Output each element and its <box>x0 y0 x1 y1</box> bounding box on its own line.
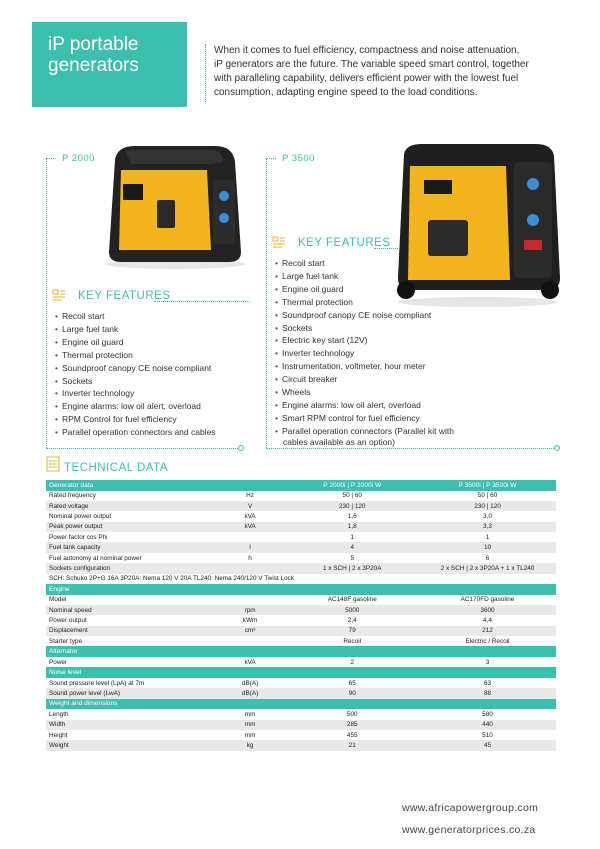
row-value-p3500: 3,0 <box>483 512 492 520</box>
p2000-frame-bottom <box>46 448 240 449</box>
list-item: • Sockets <box>55 375 216 388</box>
row-unit: kWm <box>242 616 258 624</box>
row-unit: Hz <box>246 492 254 500</box>
row-value-p3500: 88 <box>419 688 556 698</box>
row-label: Peak power output <box>46 522 215 532</box>
p2000-generator-image <box>95 140 255 272</box>
row-unit: dB(A) <box>241 679 259 687</box>
list-item: • Engine oil guard <box>55 336 216 349</box>
title-line-1: iP portable <box>48 34 139 55</box>
row-value-p2000: 285 <box>285 720 419 730</box>
header-cell: Generator data <box>46 480 215 491</box>
header-cell: P 2000i | P 2000i W <box>285 480 419 491</box>
table-row <box>46 532 556 542</box>
list-item: • Inverter technology <box>55 387 216 400</box>
table-row <box>46 730 556 740</box>
row-label: Height <box>49 731 68 739</box>
row-value-p2000: 230 | 120 <box>285 501 419 511</box>
row-unit <box>215 595 286 605</box>
p3500-frame-bottom <box>266 448 556 449</box>
row-unit <box>215 532 286 542</box>
intro-paragraph <box>214 44 574 100</box>
table-row <box>46 553 556 563</box>
section-title: Engine <box>46 584 556 595</box>
list-item: • Wheels <box>275 386 454 399</box>
list-item: • Engine alarms: low oil alert, overload <box>55 400 216 413</box>
section-title: Weight and dimensions <box>46 699 556 710</box>
row-value-p3500: 63 <box>483 679 492 687</box>
list-item: • Soundproof canopy CE noise compliant <box>55 362 216 375</box>
row-unit: l <box>215 542 286 552</box>
intro-line: consumption, adapting engine speed to the load conditions. <box>214 87 478 98</box>
row-label: Weight <box>46 740 215 750</box>
list-item: • Circuit breaker <box>275 373 454 386</box>
p2000-frame-top <box>46 158 56 159</box>
section-header-noise <box>46 667 556 678</box>
row-value-p2000: 5000 <box>285 605 419 615</box>
table-row <box>46 740 556 750</box>
header-cell <box>215 480 286 491</box>
table-header-row <box>46 480 556 491</box>
list-item: • Instrumentation, voltmeter, hour meter <box>275 360 454 373</box>
noise-rows <box>46 678 556 699</box>
engine-rows <box>46 595 556 647</box>
row-label: Width <box>46 720 215 730</box>
table-row <box>46 605 556 615</box>
row-value-p3500: 2 x SCH | 2 x 3P20A + 1 x TL240 <box>419 563 556 573</box>
section-title: Alternator <box>46 646 556 657</box>
row-label: Sound power level (LwA) <box>46 688 215 698</box>
row-value-p2000: 79 <box>285 626 419 636</box>
table-row <box>46 720 556 730</box>
row-unit: cm³ <box>215 626 286 636</box>
row-unit <box>215 636 286 646</box>
alternator-rows <box>46 657 556 667</box>
list-item: • Sockets <box>275 322 454 335</box>
row-unit: V <box>215 501 286 511</box>
p2000-frame-left <box>46 158 47 448</box>
row-label: Model <box>49 596 67 604</box>
header-cell: P 3500i | P 3500i W <box>419 480 556 491</box>
socket-note-row <box>46 574 556 584</box>
list-item: • RPM Control for fuel efficiency <box>55 413 216 426</box>
p2000-kf-underline <box>154 301 250 302</box>
key-features-icon <box>272 234 286 248</box>
p2000-frame-end-dot <box>238 445 244 451</box>
spec-table <box>46 480 556 751</box>
table-row <box>46 595 556 605</box>
row-value-p3500: 212 <box>419 626 556 636</box>
row-label: Sound pressure level (LpA) at 7m <box>49 679 145 687</box>
row-value-p2000: 2,4 <box>347 616 357 624</box>
p3500-key-features-title: KEY FEATURES <box>298 237 391 249</box>
row-value-p3500: 230 | 120 <box>419 501 556 511</box>
list-item: • Soundproof canopy CE noise compliant <box>275 309 454 322</box>
table-row <box>46 688 556 698</box>
p2000-model-label: P 2000 <box>62 153 95 164</box>
table-row <box>46 563 556 573</box>
row-value-p3500: 1 <box>485 533 490 541</box>
row-unit: rpm <box>215 605 286 615</box>
list-item: • Parallel operation connectors and cables <box>55 426 216 439</box>
row-unit: mm <box>215 720 286 730</box>
intro-line: with paralleling capability, delivers efficient power with the lowest fuel <box>214 73 519 84</box>
list-item: • Large fuel tank <box>275 270 454 283</box>
list-item: • Recoil start <box>275 257 454 270</box>
row-value-p2000: 1,6 <box>347 512 357 520</box>
p3500-feature-continuation: cables available as an option) <box>283 437 395 447</box>
table-row <box>46 615 556 625</box>
row-unit: h <box>248 554 252 562</box>
row-value-p2000: Recoil <box>343 637 362 645</box>
row-label: Sockets configuration <box>46 563 215 573</box>
row-unit <box>215 563 286 573</box>
row-value-p2000: 1 <box>350 533 355 541</box>
table-row <box>46 636 556 646</box>
row-label: Starter type <box>49 637 83 645</box>
list-item: • Inverter technology <box>275 347 454 360</box>
p2000-key-features-title: KEY FEATURES <box>78 290 171 302</box>
row-unit: kg <box>215 740 286 750</box>
table-row <box>46 511 556 521</box>
row-value-p2000: AC148F gasoline <box>327 596 377 604</box>
row-label: Rated frequency <box>49 492 96 500</box>
row-value-p3500: Electric / Recoil <box>465 637 510 645</box>
row-unit: mm <box>244 731 256 739</box>
row-unit: dB(A) <box>215 688 286 698</box>
row-value-p3500: 3,3 <box>419 522 556 532</box>
list-item: • Large fuel tank <box>55 323 216 336</box>
row-value-p2000: 50 | 60 <box>342 492 362 500</box>
p3500-frame-end-dot <box>554 445 560 451</box>
section-header-engine <box>46 584 556 595</box>
list-item: • Recoil start <box>55 310 216 323</box>
title-box <box>32 22 187 107</box>
row-value-p3500: 10 <box>419 542 556 552</box>
generator-rows <box>46 491 556 574</box>
footer-url-link[interactable]: www.generatorprices.co.za <box>402 824 536 836</box>
socket-note: SCH: Schuko 2P+G 16A 3P20A: Nema 120 V 20A TL240: Nema 240/120 V Twist Lock <box>46 574 556 584</box>
intro-line: When it comes to fuel efficiency, compactness and noise attenuation, <box>214 45 520 56</box>
list-item: • Smart RPM control for fuel efficiency <box>275 412 454 425</box>
row-label: Power <box>49 658 68 666</box>
row-label: Rated voltage <box>46 501 215 511</box>
p3500-frame-top <box>266 158 276 159</box>
row-value-p2000: 21 <box>285 740 419 750</box>
list-item: • Parallel operation connectors (Parallel kit with <box>275 425 454 438</box>
footer-url-link[interactable]: www.africapowergroup.com <box>402 802 539 814</box>
row-label: Displacement <box>46 626 215 636</box>
row-value-p3500: 440 <box>419 720 556 730</box>
row-value-p2000: 90 <box>285 688 419 698</box>
p3500-model-label: P 3500 <box>282 153 315 164</box>
section-header-alternator <box>46 646 556 657</box>
row-label: Nominal power output <box>49 512 112 520</box>
row-value-p3500: 510 <box>482 731 493 739</box>
row-label: Length <box>49 710 69 718</box>
list-item: • Thermal protection <box>275 296 454 309</box>
table-row <box>46 522 556 532</box>
row-value-p3500: 580 <box>482 710 493 718</box>
row-unit: kVA <box>244 512 256 520</box>
row-value-p3500: 50 | 60 <box>477 492 498 500</box>
row-label: Power factor cos Phi <box>49 533 108 541</box>
list-item: • Engine alarms: low oil alert, overload <box>275 399 454 412</box>
row-value-p2000: 455 <box>346 731 358 739</box>
row-label: Nominal speed <box>46 605 215 615</box>
row-value-p3500: AC170FD gasoline <box>460 596 515 604</box>
row-unit: kVA <box>215 522 286 532</box>
p2000-feature-list <box>55 310 216 439</box>
technical-data-icon <box>46 456 60 472</box>
row-label: Power output <box>49 616 87 624</box>
title-line-2: generators <box>48 55 139 76</box>
row-label: Fuel autonomy at nominal power <box>49 554 142 562</box>
section-header-weight <box>46 699 556 710</box>
row-unit: kVA <box>244 658 256 666</box>
row-value-p2000: 1 x SCH | 2 x 3P20A <box>285 563 419 573</box>
weight-rows <box>46 709 556 751</box>
row-value-p3500: 3600 <box>419 605 556 615</box>
section-title: Noise level <box>46 667 556 678</box>
technical-data-title: TECHNICAL DATA <box>64 462 168 474</box>
table-row <box>46 501 556 511</box>
list-item: • Engine oil guard <box>275 283 454 296</box>
intro-divider <box>205 44 206 102</box>
intro-line: iP generators are the future. The variable speed smart control, together <box>214 59 529 70</box>
list-item: • Thermal protection <box>55 349 216 362</box>
key-features-icon <box>52 287 66 301</box>
p3500-frame-left <box>266 158 267 448</box>
row-label: Fuel tank capacity <box>46 542 215 552</box>
row-value-p3500: 45 <box>419 740 556 750</box>
p3500-kf-underline <box>374 248 400 249</box>
table-row <box>46 491 556 501</box>
row-value-p2000: 65 <box>348 679 356 687</box>
table-row <box>46 657 556 667</box>
row-value-p2000: 5 <box>350 554 355 562</box>
row-unit: mm <box>244 710 256 718</box>
table-row <box>46 709 556 719</box>
row-value-p2000: 2 <box>350 658 355 666</box>
table-row <box>46 626 556 636</box>
row-value-p3500: 3 <box>485 658 490 666</box>
row-value-p2000: 1,8 <box>285 522 419 532</box>
row-value-p3500: 6 <box>485 554 490 562</box>
row-value-p2000: 500 <box>346 710 358 718</box>
table-row <box>46 678 556 688</box>
footer-urls <box>402 797 538 841</box>
table-row <box>46 542 556 552</box>
row-value-p2000: 4 <box>285 542 419 552</box>
p3500-feature-list <box>275 257 454 438</box>
list-item: • Electric key start (12V) <box>275 334 454 347</box>
row-value-p3500: 4,4 <box>483 616 492 624</box>
